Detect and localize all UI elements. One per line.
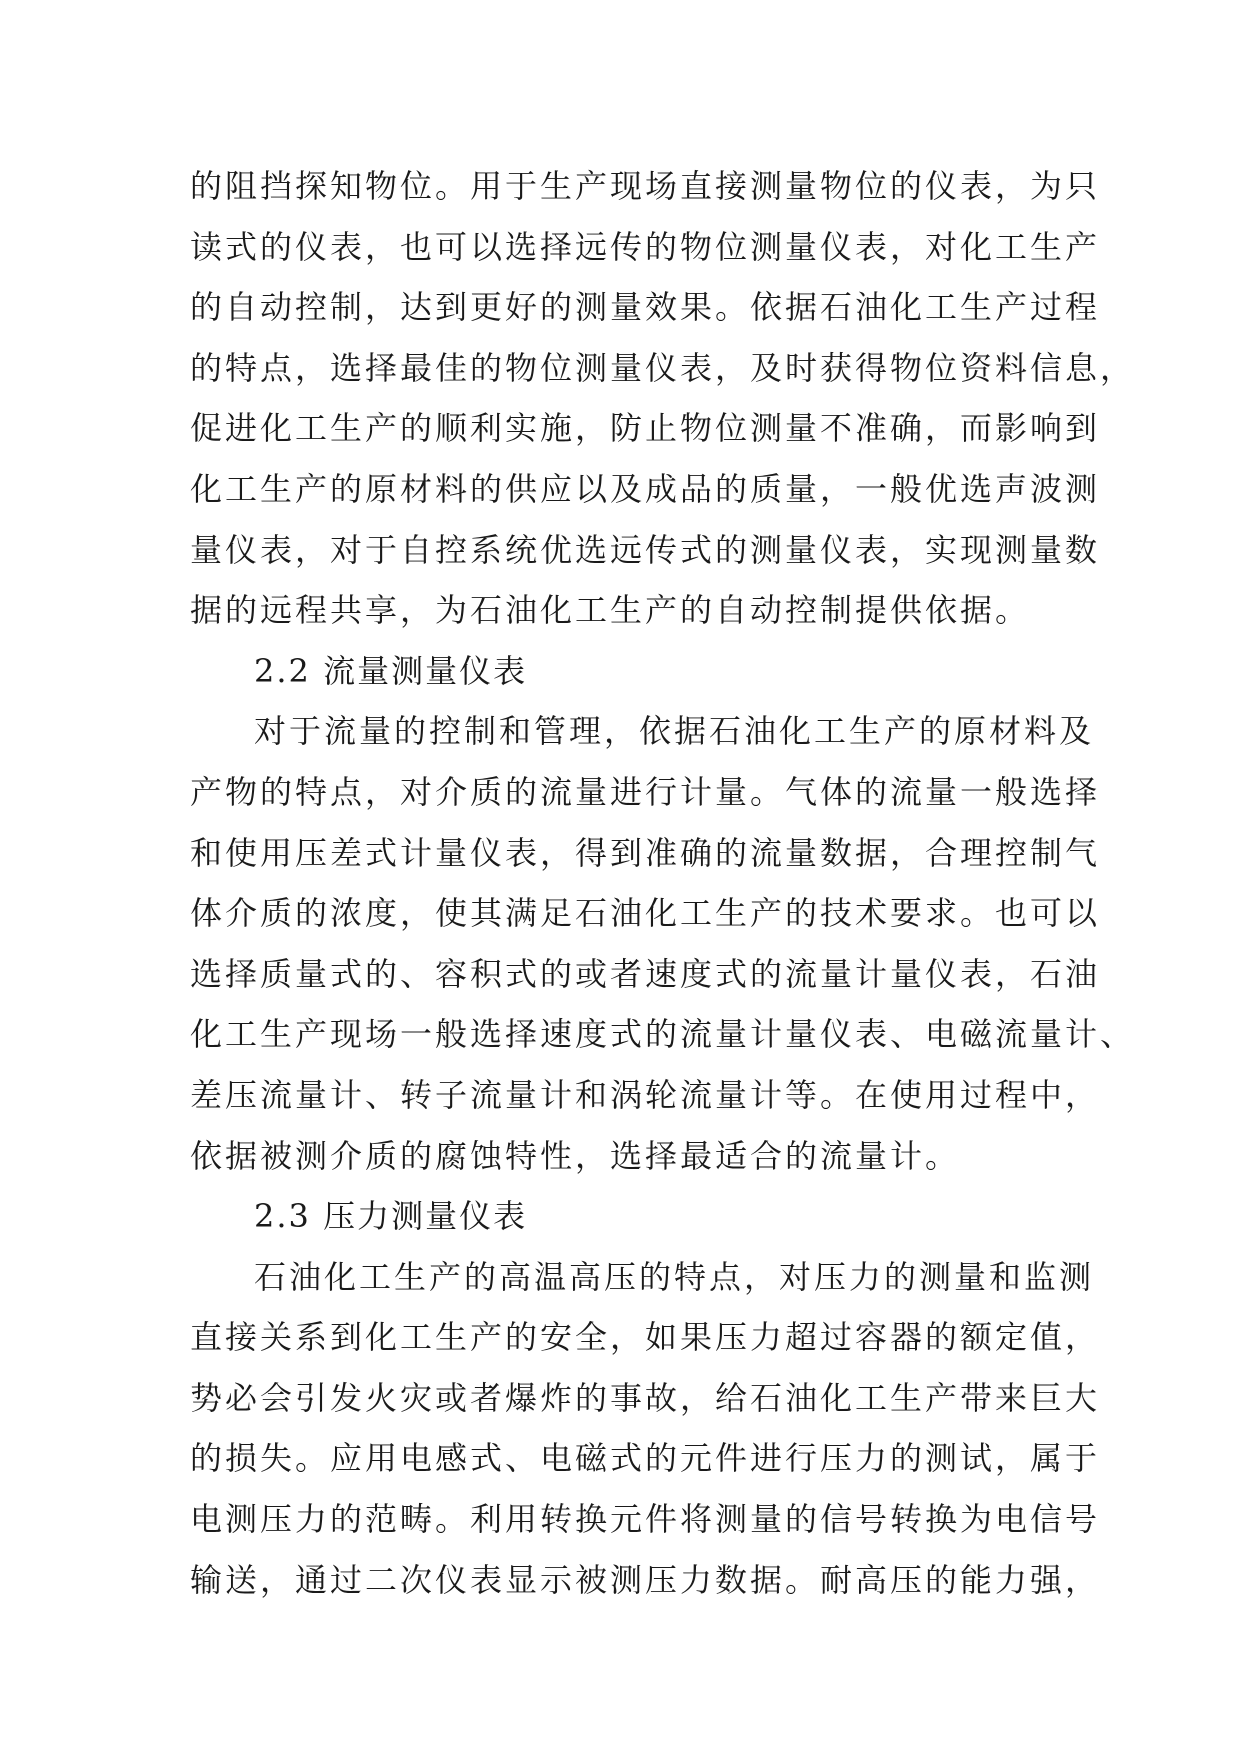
text-line: 化工生产的原材料的供应以及成品的质量，一般优选声波测 xyxy=(190,469,1101,508)
text-line: 的自动控制，达到更好的测量效果。依据石油化工生产过程 xyxy=(190,288,1101,327)
text-line: 读式的仪表，也可以选择远传的物位测量仪表，对化工生产 xyxy=(190,227,1101,266)
text-line: 促进化工生产的顺利实施，防止物位测量不准确，而影响到 xyxy=(190,409,1101,448)
text-line: 电测压力的范畴。利用转换元件将测量的信号转换为电信号 xyxy=(190,1500,1101,1539)
text-line: 的阻挡探知物位。用于生产现场直接测量物位的仪表，为只 xyxy=(190,167,1101,205)
text-line: 的特点，选择最佳的物位测量仪表，及时获得物位资料信息， xyxy=(190,348,1136,387)
section-heading-2-3: 2.3 压力测量仪表 xyxy=(254,1197,528,1236)
text-line: 据的远程共享，为石油化工生产的自动控制提供依据。 xyxy=(190,591,1031,630)
text-line: 依据被测介质的腐蚀特性，选择最适合的流量计。 xyxy=(190,1136,961,1175)
text-line: 化工生产现场一般选择速度式的流量计量仪表、电磁流量计、 xyxy=(190,1015,1136,1054)
text-line: 石油化工生产的高温高压的特点，对压力的测量和监测 xyxy=(254,1257,1095,1296)
text-line: 差压流量计、转子流量计和涡轮流量计等。在使用过程中， xyxy=(190,1075,1101,1114)
text-line: 产物的特点，对介质的流量进行计量。气体的流量一般选择 xyxy=(190,772,1101,811)
text-line: 势必会引发火灾或者爆炸的事故，给石油化工生产带来巨大 xyxy=(190,1378,1101,1417)
text-line: 和使用压差式计量仪表，得到准确的流量数据，合理控制气 xyxy=(190,833,1101,872)
text-line: 体介质的浓度，使其满足石油化工生产的技术要求。也可以 xyxy=(190,894,1101,933)
body-text xyxy=(190,156,1136,1610)
section-heading-2-2: 2.2 流量测量仪表 xyxy=(254,651,528,690)
text-line: 对于流量的控制和管理，依据石油化工生产的原材料及 xyxy=(254,712,1095,751)
text-line: 输送，通过二次仪表显示被测压力数据。耐高压的能力强， xyxy=(190,1560,1101,1599)
text-line: 的损失。应用电感式、电磁式的元件进行压力的测试，属于 xyxy=(190,1439,1101,1478)
text-line: 量仪表，对于自控系统优选远传式的测量仪表，实现测量数 xyxy=(190,530,1101,569)
text-line: 选择质量式的、容积式的或者速度式的流量计量仪表，石油 xyxy=(190,954,1101,993)
text-line: 直接关系到化工生产的安全，如果压力超过容器的额定值， xyxy=(190,1318,1101,1357)
